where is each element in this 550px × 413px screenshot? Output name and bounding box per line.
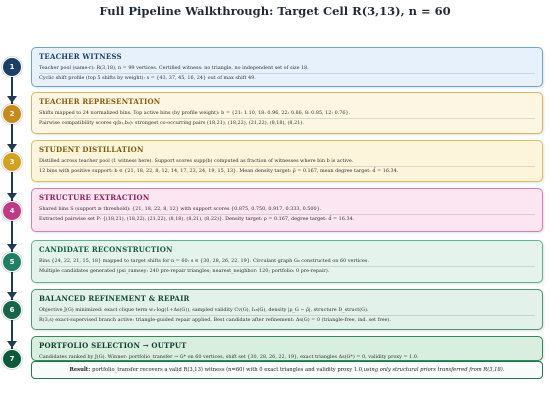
step-number-1: 1 <box>2 57 22 77</box>
step-number-6: 6 <box>2 300 22 320</box>
step-card-2 <box>31 92 543 134</box>
flow-arrow <box>7 244 17 251</box>
step-detail-line: Shared bins S (support ≥ threshold): {21, 18, 22, 8, 12} with support scores {0.875, 0.750, 0.917, 0.333, 0.500}. <box>39 206 322 212</box>
step-number-3: 3 <box>2 152 22 172</box>
step-detail-line: Extracted pairwise set P: {(18,21), (18,22), (21,22), (8,18), (8,21), (8,22)}. Density target: ρ = 0.167, degree target: d̄ = 16.34. <box>39 214 535 223</box>
step-title: CANDIDATE RECONSTRUCTION <box>39 245 173 254</box>
step-title: PORTFOLIO SELECTION → OUTPUT <box>39 341 187 350</box>
result-label: Result: <box>69 367 91 373</box>
result-box <box>31 361 543 379</box>
step-card-4 <box>31 188 543 232</box>
step-number-7: 7 <box>2 349 22 369</box>
step-title: STRUCTURE EXTRACTION <box>39 193 150 202</box>
step-detail-line: Candidates ranked by J(G). Winner: portfolio_transfer → G* on 60 vertices, shift set {30, 28, 26, 22, 19}, exact triangles Δs(G*) = 0, validity proxy = 1.0. <box>39 354 419 360</box>
step-number-4: 4 <box>2 201 22 221</box>
flow-arrow <box>7 341 17 348</box>
step-detail-line: Multiple candidates generated (psi_ramsey: 240 pre-repair triangles; nearest_neighbor: 120; portfolio: 0 pre-repair). <box>39 266 535 275</box>
flow-arrow <box>7 96 17 103</box>
step-title: TEACHER WITNESS <box>39 52 122 61</box>
step-title: TEACHER REPRESENTATION <box>39 97 161 106</box>
step-detail-line: Teacher pool (same-r): R(3,18), n = 99 vertices. Certified witness: no triangle, no independent set of size 18. <box>39 65 309 71</box>
flow-arrow <box>7 144 17 151</box>
step-card-7 <box>31 336 543 361</box>
step-title: BALANCED REFINEMENT & REPAIR <box>39 294 190 303</box>
step-detail-line: Shifts mapped to 24 normalized bins. Top active bins (by profile weight): b = {21: 1.10, 18: 0.96, 22: 0.86, 8: 0.85, 12: 0.76}. <box>39 110 351 116</box>
result-text: portfolio_transfer recovers a valid R(3,13) witness (n=60) with 0 exact triangles and validity proxy 1.0, <box>92 367 364 373</box>
step-card-5 <box>31 240 543 283</box>
flow-arrow <box>7 292 17 299</box>
step-detail-line: Objective J(G) minimized: exact clique term w₁·log(1+Δs(G)), sampled validity Cv(G), I₁₈(G), density |ρ_G − ρ̄|, structure D_struct(G). <box>39 307 369 313</box>
step-detail-line: R(3,s) exact-supervised branch active: triangle-guided repair applied. Best candidate after refinement: Δs(G) = 0 (triangle-free, ind. set free). <box>39 315 535 324</box>
step-detail-line: Pairwise compatibility scores q(b₁,b₂): strongest co-occurring pairs (18,21), (18,22), (21,22), (8,18), (8,21). <box>39 118 535 127</box>
step-card-6 <box>31 289 543 330</box>
result-emphasis: using only structural priors transferred from R(3,18). <box>363 367 505 373</box>
step-card-3 <box>31 140 543 182</box>
flow-arrow <box>7 193 17 200</box>
step-number-5: 5 <box>2 252 22 272</box>
step-detail-line: 12 bins with positive support: b ∈ {21, 18, 22, 8, 12, 14, 17, 23, 24, 19, 15, 13}. Mean density target: ρ̄ = 0.167, mean degree target: d̄ = 16.34. <box>39 166 535 175</box>
step-detail-line: Bins {24, 22, 21, 15, 18} mapped to target shifts for n = 60: s ∈ {30, 28, 26, 22, 19}. Circulant graph G₀ constructed on 60 vertices. <box>39 258 369 264</box>
page-title: Full Pipeline Walkthrough: Target Cell R(3,13), n = 60 <box>99 4 451 18</box>
step-card-1 <box>31 47 543 87</box>
step-number-2: 2 <box>2 104 22 124</box>
step-detail-line: Distilled across teacher pool (1 witness here). Support scores supp(b) computed as fraction of witnesses where bin b is active. <box>39 158 354 164</box>
step-detail-line: Cyclic shift profile (top 5 shifts by weight): s = {43, 37, 45, 16, 24} out of max shift 49. <box>39 73 535 82</box>
step-title: STUDENT DISTILLATION <box>39 145 144 154</box>
